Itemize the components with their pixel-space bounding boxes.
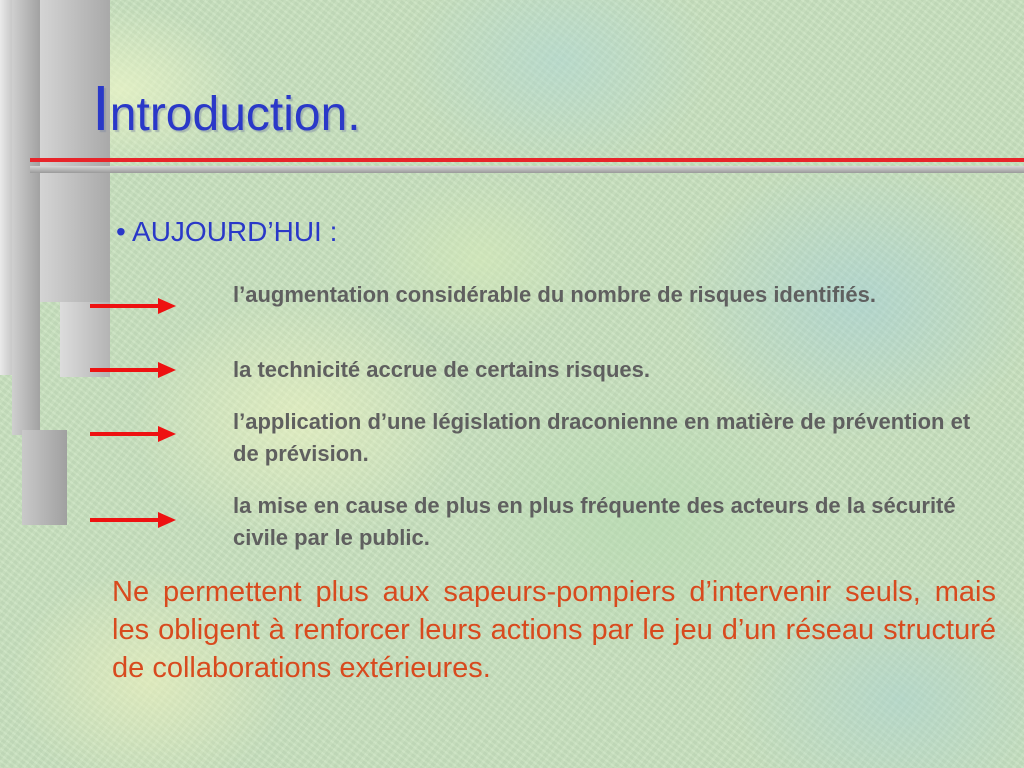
list-item: la technicité accrue de certains risques. [233,357,650,382]
title-rest: ntroduction. [109,88,361,141]
title-rule-red [30,158,1024,162]
title-rule-grey [30,166,1024,173]
closing-paragraph: Ne permettent plus aux sapeurs-pompiers d’intervenir seuls, mais les obligent à renforcer leurs actions par le jeu d’un réseau structuré de collaborations extérieures. [112,576,996,684]
arrow-right-icon [88,360,180,380]
decor-bar [22,430,67,525]
decor-bar [12,0,40,435]
arrow-right-icon [88,424,180,444]
arrow-right-icon [88,296,180,316]
list-item: l’application d’une législation draconienne en matière de prévention et de prévision. [233,409,971,466]
section-heading: • AUJOURD’HUI : [116,216,338,247]
decor-bar [0,0,12,375]
slide-title [92,72,361,144]
arrow-right-icon [88,510,180,530]
list-item: l’augmentation considérable du nombre de risques identifiés. [233,282,877,307]
title-initial: I [92,72,110,144]
decor-bar [40,0,110,302]
list-item: la mise en cause de plus en plus fréquente des acteurs de la sécurité civile par le public. [233,493,956,550]
